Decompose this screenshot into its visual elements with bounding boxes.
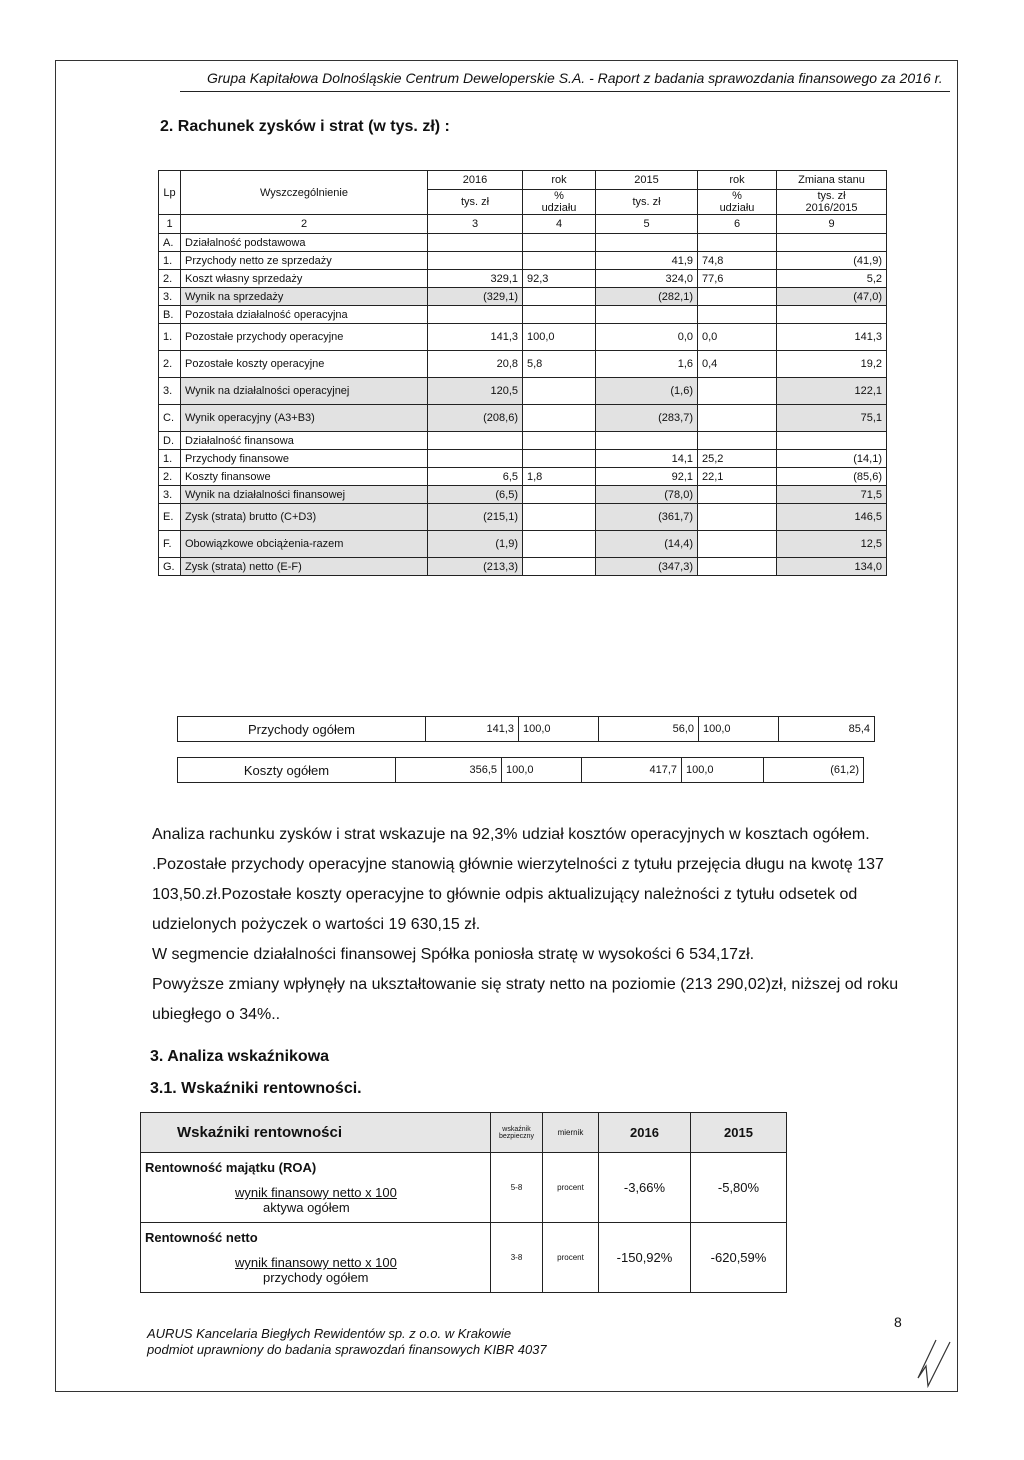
- statement-cell-v2016: (1,9): [428, 531, 523, 558]
- statement-cell-chg: 134,0: [777, 558, 887, 576]
- statement-cell-lp: 2.: [159, 351, 181, 378]
- statement-cell-p2015: 74,8: [698, 252, 777, 270]
- total-costs-2015: 417,7: [582, 758, 682, 783]
- statement-cell-v2016: [428, 432, 523, 450]
- statement-cell-v2015: 1,6: [596, 351, 698, 378]
- statement-cell-v2016: (208,6): [428, 405, 523, 432]
- statement-cell-lp: 2.: [159, 270, 181, 288]
- statement-row: [159, 288, 887, 306]
- statement-cell-chg: 122,1: [777, 378, 887, 405]
- statement-cell-chg: 141,3: [777, 324, 887, 351]
- statement-cell-v2016: 329,1: [428, 270, 523, 288]
- statement-cell-p2016: [523, 378, 596, 405]
- statement-cell-v2015: (14,4): [596, 531, 698, 558]
- total-costs-share-2015: 100,0: [682, 758, 764, 783]
- statement-cell-p2016: [523, 531, 596, 558]
- header-tys-2016: tys. zł: [428, 190, 523, 215]
- statement-cell-v2015: (282,1): [596, 288, 698, 306]
- statement-row: [159, 405, 887, 432]
- header-rok-2015: rok: [698, 171, 777, 190]
- statement-cell-p2015: [698, 405, 777, 432]
- ratio-roa-2016: -3,66%: [599, 1153, 691, 1223]
- statement-cell-p2015: 0,0: [698, 324, 777, 351]
- statement-row: [159, 531, 887, 558]
- total-revenue-label: Przychody ogółem: [178, 717, 426, 742]
- statement-cell-lp: B.: [159, 306, 181, 324]
- header-change: Zmiana stanu: [777, 171, 887, 190]
- ratio-net-safe: 3-8: [491, 1223, 543, 1293]
- statement-cell-lp: 3.: [159, 378, 181, 405]
- ratio-roa-2015: -5,80%: [691, 1153, 787, 1223]
- ratio-roa-safe: 5-8: [491, 1153, 543, 1223]
- statement-cell-lp: 1.: [159, 450, 181, 468]
- analysis-paragraph: Analiza rachunku zysków i strat wskazuje na 92,3% udział kosztów operacyjnych w kosztach ogółem. .Pozostałe przychody operacyjne stanowią głównie wierzytelności z tytułu przejęcia długu na kwotę 137 103,50.zł.Pozostałe koszty operacyjne to głównie odpis aktualizujący należności z tytułu odsetek od udzielonych pożyczek o wartości 19 630,15 zł.: [152, 826, 884, 933]
- statement-cell-chg: (14,1): [777, 450, 887, 468]
- statement-cell-v2015: 324,0: [596, 270, 698, 288]
- header-2016: 2016: [428, 171, 523, 190]
- statement-cell-p2015: 0,4: [698, 351, 777, 378]
- total-costs-share-2016: 100,0: [502, 758, 582, 783]
- statement-cell-v2016: [428, 450, 523, 468]
- statement-cell-desc: Pozostała działalność operacyjna: [181, 306, 428, 324]
- statement-cell-desc: Działalność podstawowa: [181, 234, 428, 252]
- col-number: 5: [596, 215, 698, 234]
- statement-cell-desc: Zysk (strata) netto (E-F): [181, 558, 428, 576]
- statement-cell-v2015: (347,3): [596, 558, 698, 576]
- statement-cell-desc: Pozostałe przychody operacyjne: [181, 324, 428, 351]
- statement-cell-p2015: [698, 432, 777, 450]
- statement-cell-lp: 3.: [159, 486, 181, 504]
- ratio-net-2015: -620,59%: [691, 1223, 787, 1293]
- statement-cell-p2015: [698, 306, 777, 324]
- statement-cell-lp: G.: [159, 558, 181, 576]
- statement-row: [159, 468, 887, 486]
- statement-cell-desc: Obowiązkowe obciążenia-razem: [181, 531, 428, 558]
- statement-cell-v2015: (1,6): [596, 378, 698, 405]
- total-revenue-change: 85,4: [779, 717, 875, 742]
- statement-cell-chg: [777, 432, 887, 450]
- analysis-paragraph: Powyższe zmiany wpłynęły na ukształtowanie się straty netto na poziomie (213 290,02)zł, niższej od roku ubiegłego o 34%..: [152, 976, 899, 1023]
- total-costs-table: [177, 757, 864, 783]
- statement-cell-p2015: [698, 558, 777, 576]
- statement-cell-v2016: 20,8: [428, 351, 523, 378]
- ratio-roa-unit: procent: [543, 1153, 599, 1223]
- page-number: 8: [894, 1314, 902, 1330]
- ratio-net-name: Rentowność netto: [145, 1230, 258, 1245]
- statement-cell-lp: 3.: [159, 288, 181, 306]
- statement-row: [159, 504, 887, 531]
- statement-row: [159, 378, 887, 405]
- col-number: 3: [428, 215, 523, 234]
- statement-cell-chg: (85,6): [777, 468, 887, 486]
- statement-cell-desc: Koszt własny sprzedaży: [181, 270, 428, 288]
- ratios-header-2015: 2015: [691, 1113, 787, 1153]
- statement-cell-desc: Wynik na działalności operacyjnej: [181, 378, 428, 405]
- statement-cell-v2015: 0,0: [596, 324, 698, 351]
- footer-line-1: AURUS Kancelaria Biegłych Rewidentów sp. z o.o. w Krakowie: [147, 1326, 512, 1341]
- section-3-1-title: 3.1. Wskaźniki rentowności.: [150, 1080, 362, 1097]
- statement-cell-chg: [777, 306, 887, 324]
- statement-cell-p2016: 5,8: [523, 351, 596, 378]
- ratio-roa: [141, 1153, 491, 1223]
- statement-cell-v2015: 41,9: [596, 252, 698, 270]
- ratio-roa-numerator: wynik finansowy netto x 100: [235, 1185, 397, 1200]
- footer-line-2: podmiot uprawniony do badania sprawozdań finansowych KIBR 4037: [147, 1342, 547, 1357]
- page-header: Grupa Kapitałowa Dolnośląskie Centrum Deweloperskie S.A. - Raport z badania sprawozdania finansowego za 2016 r.: [207, 70, 943, 86]
- statement-row: [159, 270, 887, 288]
- statement-cell-p2015: [698, 234, 777, 252]
- ratio-net-2016: -150,92%: [599, 1223, 691, 1293]
- statement-cell-p2016: [523, 234, 596, 252]
- analysis-paragraph: W segmencie działalności finansowej Spółka poniosła stratę w wysokości 6 534,17zł.: [152, 946, 755, 963]
- statement-cell-v2015: [596, 306, 698, 324]
- statement-cell-p2016: [523, 486, 596, 504]
- header-2015: 2015: [596, 171, 698, 190]
- header-share-2016: % udziału: [523, 190, 596, 215]
- total-revenue-table: [177, 716, 875, 742]
- statement-cell-p2015: 25,2: [698, 450, 777, 468]
- statement-row: [159, 351, 887, 378]
- statement-cell-desc: Koszty finansowe: [181, 468, 428, 486]
- statement-cell-chg: 71,5: [777, 486, 887, 504]
- total-revenue-share-2015: 100,0: [699, 717, 779, 742]
- statement-cell-p2016: 100,0: [523, 324, 596, 351]
- col-number: 9: [777, 215, 887, 234]
- statement-cell-chg: [777, 234, 887, 252]
- statement-cell-p2015: [698, 378, 777, 405]
- header-tys-2015: tys. zł: [596, 190, 698, 215]
- header-share-2015: % udziału: [698, 190, 777, 215]
- analysis-text: [152, 820, 912, 1030]
- statement-cell-v2016: 141,3: [428, 324, 523, 351]
- statement-cell-desc: Działalność finansowa: [181, 432, 428, 450]
- statement-cell-v2016: 120,5: [428, 378, 523, 405]
- statement-cell-desc: Przychody netto ze sprzedaży: [181, 252, 428, 270]
- statement-cell-desc: Przychody finansowe: [181, 450, 428, 468]
- statement-cell-v2016: (213,3): [428, 558, 523, 576]
- statement-cell-p2015: 22,1: [698, 468, 777, 486]
- statement-row: [159, 450, 887, 468]
- statement-cell-p2015: [698, 504, 777, 531]
- statement-cell-p2015: [698, 531, 777, 558]
- statement-cell-chg: 5,2: [777, 270, 887, 288]
- statement-cell-lp: F.: [159, 531, 181, 558]
- statement-cell-p2016: [523, 405, 596, 432]
- statement-cell-p2016: [523, 432, 596, 450]
- statement-cell-desc: Wynik operacyjny (A3+B3): [181, 405, 428, 432]
- ratio-net-unit: procent: [543, 1223, 599, 1293]
- statement-cell-desc: Zysk (strata) brutto (C+D3): [181, 504, 428, 531]
- ratios-header-safe: wskaźnik bezpieczny: [491, 1113, 543, 1153]
- statement-cell-lp: 1.: [159, 252, 181, 270]
- statement-cell-p2016: 1,8: [523, 468, 596, 486]
- statement-cell-v2015: (361,7): [596, 504, 698, 531]
- profitability-ratios-table: [140, 1112, 787, 1293]
- ratio-net-denominator: przychody ogółem: [263, 1270, 369, 1285]
- statement-cell-p2016: [523, 450, 596, 468]
- col-number: 1: [159, 215, 181, 234]
- statement-cell-v2016: (6,5): [428, 486, 523, 504]
- statement-cell-chg: (47,0): [777, 288, 887, 306]
- statement-cell-lp: D.: [159, 432, 181, 450]
- statement-cell-v2015: (283,7): [596, 405, 698, 432]
- ratios-header-unit: miernik: [543, 1113, 599, 1153]
- statement-cell-p2015: 77,6: [698, 270, 777, 288]
- statement-cell-p2016: 92,3: [523, 270, 596, 288]
- total-costs-2016: 356,5: [396, 758, 502, 783]
- statement-cell-p2016: [523, 288, 596, 306]
- income-statement-rows: [159, 234, 887, 576]
- statement-cell-p2015: [698, 486, 777, 504]
- income-statement-table: [158, 170, 887, 576]
- header-rok-2016: rok: [523, 171, 596, 190]
- section-3-title: 3. Analiza wskaźnikowa: [150, 1048, 330, 1065]
- statement-cell-v2015: [596, 432, 698, 450]
- statement-cell-p2016: [523, 504, 596, 531]
- statement-cell-chg: 12,5: [777, 531, 887, 558]
- section-title: 2. Rachunek zysków i strat (w tys. zł) :: [160, 118, 450, 135]
- total-revenue-2016: 141,3: [426, 717, 519, 742]
- statement-cell-v2016: [428, 234, 523, 252]
- statement-cell-v2015: [596, 234, 698, 252]
- col-number: 6: [698, 215, 777, 234]
- statement-cell-lp: C.: [159, 405, 181, 432]
- statement-cell-lp: E.: [159, 504, 181, 531]
- header-change-unit: tys. zł 2016/2015: [777, 190, 887, 215]
- statement-cell-v2016: [428, 252, 523, 270]
- total-revenue-share-2016: 100,0: [519, 717, 599, 742]
- statement-cell-v2015: (78,0): [596, 486, 698, 504]
- footer: [147, 1326, 547, 1358]
- statement-row: [159, 432, 887, 450]
- header-lp: Lp: [159, 171, 181, 215]
- total-costs-change: (61,2): [764, 758, 864, 783]
- statement-cell-lp: 2.: [159, 468, 181, 486]
- statement-row: [159, 486, 887, 504]
- statement-row: [159, 558, 887, 576]
- ratio-net: [141, 1223, 491, 1293]
- statement-cell-chg: 75,1: [777, 405, 887, 432]
- statement-cell-v2016: (329,1): [428, 288, 523, 306]
- ratios-title: Wskaźniki rentowności: [141, 1113, 491, 1153]
- statement-row: [159, 234, 887, 252]
- total-revenue-2015: 56,0: [599, 717, 699, 742]
- statement-cell-chg: (41,9): [777, 252, 887, 270]
- statement-row: [159, 306, 887, 324]
- statement-cell-desc: Wynik na sprzedaży: [181, 288, 428, 306]
- statement-cell-p2015: [698, 288, 777, 306]
- statement-cell-p2016: [523, 558, 596, 576]
- statement-cell-desc: Wynik na działalności finansowej: [181, 486, 428, 504]
- total-costs-label: Koszty ogółem: [178, 758, 396, 783]
- header-rule: [180, 91, 950, 92]
- statement-cell-chg: 19,2: [777, 351, 887, 378]
- col-number: 2: [181, 215, 428, 234]
- statement-cell-v2016: (215,1): [428, 504, 523, 531]
- ratio-net-numerator: wynik finansowy netto x 100: [235, 1255, 397, 1270]
- ratios-header-2016: 2016: [599, 1113, 691, 1153]
- statement-cell-v2016: 6,5: [428, 468, 523, 486]
- statement-cell-chg: 146,5: [777, 504, 887, 531]
- statement-cell-lp: 1.: [159, 324, 181, 351]
- statement-cell-v2015: 14,1: [596, 450, 698, 468]
- ratio-roa-name: Rentowność majątku (ROA): [145, 1160, 317, 1175]
- signature-initials: [906, 1336, 956, 1392]
- statement-cell-v2016: [428, 306, 523, 324]
- statement-cell-p2016: [523, 306, 596, 324]
- statement-cell-desc: Pozostałe koszty operacyjne: [181, 351, 428, 378]
- ratio-roa-denominator: aktywa ogółem: [263, 1200, 350, 1215]
- col-number: 4: [523, 215, 596, 234]
- statement-cell-p2016: [523, 252, 596, 270]
- statement-row: [159, 252, 887, 270]
- statement-cell-v2015: 92,1: [596, 468, 698, 486]
- header-description: Wyszczególnienie: [181, 171, 428, 215]
- statement-cell-lp: A.: [159, 234, 181, 252]
- statement-row: [159, 324, 887, 351]
